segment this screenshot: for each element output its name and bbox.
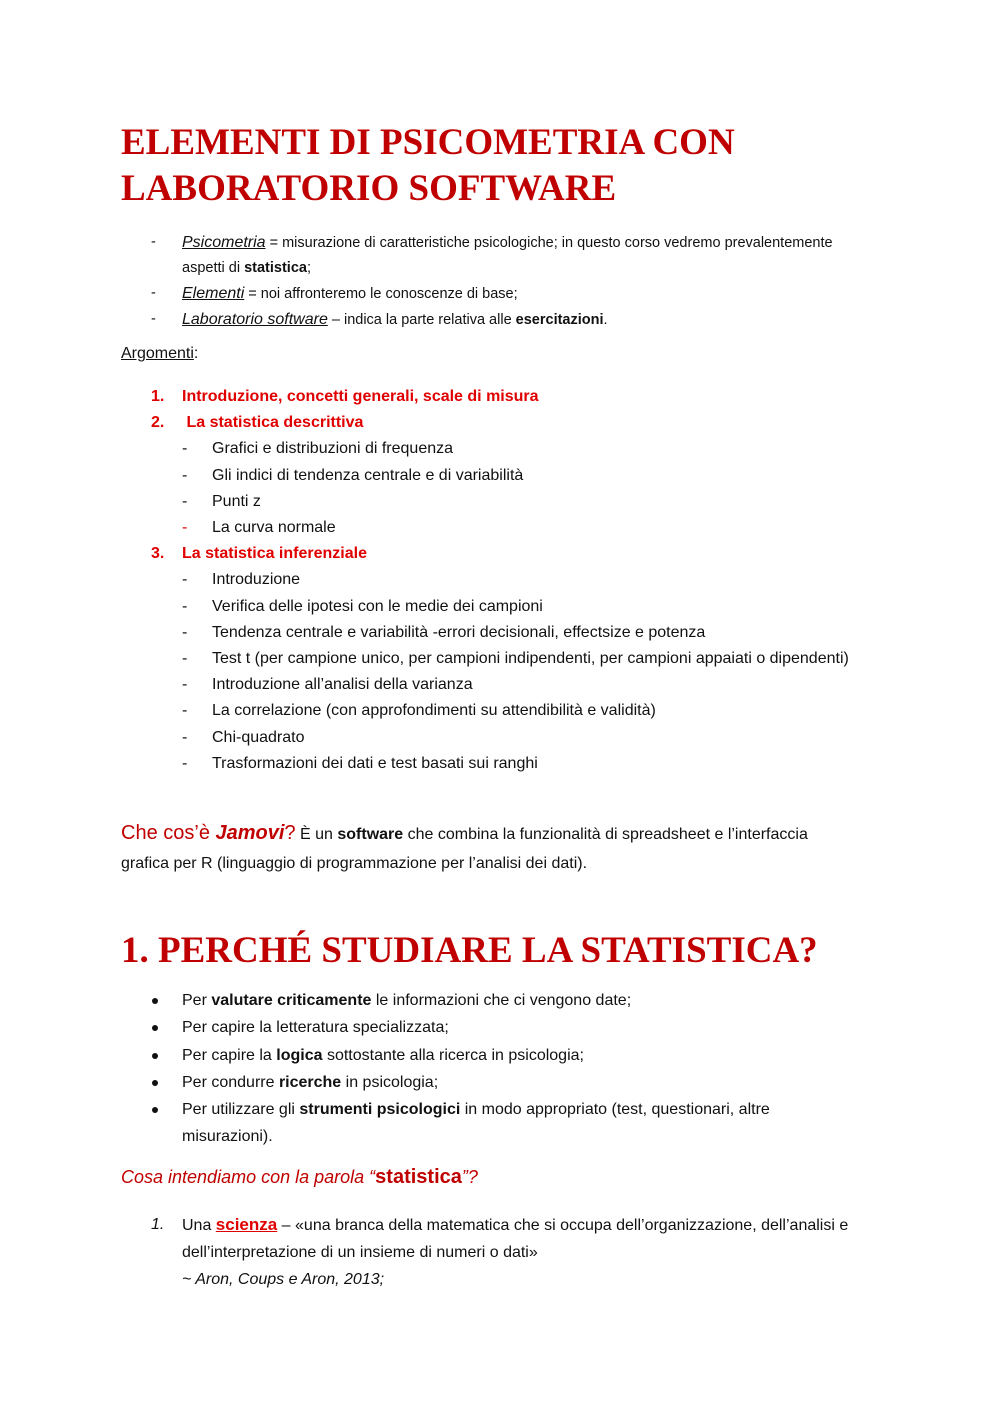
definition-text: Una (182, 1217, 216, 1234)
reason-bold: valutare criticamente (211, 992, 372, 1009)
intro-text: = misurazione di caratteristiche psicologiche; in questo corso vedremo prevalentemente aspetti di (182, 235, 833, 276)
topic-number: 1. (151, 388, 165, 405)
intro-text-end: ; (306, 260, 311, 276)
dash-marker: - (182, 728, 188, 746)
intro-term: Elementi (182, 285, 245, 302)
dash-marker: - (182, 650, 188, 668)
subtopic-text: Gli indici di tendenza centrale e di variabilità (212, 466, 524, 484)
document-title (121, 120, 861, 212)
subtopic-text: La correlazione (con approfondimenti su attendibilità e validità) (212, 702, 656, 720)
subheading-question (121, 1166, 478, 1189)
reason-text: Per utilizzare gli (182, 1101, 300, 1119)
intro-item (121, 230, 861, 281)
intro-text: = noi affronteremo le conoscenze di base; (244, 286, 518, 302)
argomenti-colon: : (193, 345, 199, 362)
reason-text-end: sottostante alla ricerca in psicologia; (322, 1046, 584, 1064)
reason-text-end: in modo appropriato (test, questionari, altre misurazioni). (182, 1101, 770, 1146)
subtopic-item (121, 698, 861, 724)
jamovi-bold: software (337, 826, 404, 843)
subheading-keyword: statistica (375, 1166, 462, 1188)
subtopic-item (121, 567, 861, 593)
topics-list (121, 384, 861, 777)
dash-marker: - (182, 754, 188, 772)
dash-marker: - (182, 676, 188, 694)
topic-title: La statistica inferenziale (182, 545, 367, 563)
subheading-text-end: ”? (461, 1167, 478, 1187)
reason-text-end: le informazioni che ci vengono date; (371, 992, 632, 1009)
intro-bold: statistica (244, 260, 307, 276)
subheading-text: Cosa intendiamo con la parola “ (121, 1167, 376, 1187)
subtopic-text: Punti z (212, 492, 261, 510)
argomenti-label (121, 345, 198, 363)
subtopic-item (121, 515, 861, 541)
reason-text: Per capire la (182, 1046, 277, 1064)
bullet-dot (152, 1025, 158, 1031)
argomenti-text: Argomenti (121, 345, 194, 362)
bullet-dot (152, 998, 158, 1004)
reason-item (121, 987, 861, 1014)
subtopic-item (121, 672, 861, 698)
definition-citation: ~ Aron, Coups e Aron, 2013; (182, 1271, 385, 1288)
dash-marker: - (151, 311, 156, 327)
dash-marker: - (182, 519, 188, 537)
reason-item (121, 1069, 861, 1096)
bullet-dot (152, 1107, 158, 1113)
dash-marker: - (182, 466, 188, 484)
subtopic-item (121, 751, 861, 777)
intro-item (121, 281, 861, 307)
topic-number: 2. (151, 414, 165, 432)
dash-marker: - (151, 285, 156, 301)
reason-text: Per condurre (182, 1073, 279, 1091)
topic-title: La statistica descrittiva (182, 414, 364, 432)
topic-title: Introduzione, concetti generali, scale di misura (182, 388, 539, 405)
subtopic-text: Chi-quadrato (212, 728, 305, 746)
subtopic-text: Verifica delle ipotesi con le medie dei campioni (212, 597, 543, 615)
dash-marker: - (182, 623, 188, 641)
dash-marker: - (182, 492, 188, 510)
definition-keyword: scienza (215, 1215, 278, 1234)
intro-term: Psicometria (182, 234, 266, 251)
intro-text: – indica la parte relativa alle (327, 312, 516, 328)
dash-marker: - (182, 702, 188, 720)
subtopic-text: Introduzione (212, 571, 301, 589)
subtopic-item (121, 620, 861, 646)
intro-item (121, 307, 861, 333)
reason-bold: logica (276, 1046, 323, 1064)
reason-item (121, 1042, 861, 1069)
dash-marker: - (151, 234, 156, 250)
bullet-dot (152, 1053, 158, 1059)
title-line-1: ELEMENTI DI PSICOMETRIA CON (121, 122, 735, 163)
section-title: 1. PERCHÉ STUDIARE LA STATISTICA? (121, 930, 818, 971)
jamovi-question-text: Che cos’è (121, 822, 216, 844)
topic-heading (121, 541, 861, 567)
jamovi-question (121, 822, 296, 844)
subtopic-text: Test t (per campione unico, per campioni indipendenti, per campioni appaiati o dipendenti) (212, 650, 849, 668)
topic-heading (121, 410, 861, 436)
reasons-list (121, 987, 861, 1151)
definition-quote: – «una branca della matematica che si occupa dell’organizzazione, dell’analisi e dell’interpretazione di un insieme di numeri o dati» (182, 1217, 849, 1261)
intro-bold: esercitazioni (515, 312, 604, 328)
reason-item (121, 1014, 861, 1041)
intro-text-end: . (603, 312, 608, 328)
intro-term: Laboratorio software (182, 311, 328, 328)
jamovi-name: Jamovi (215, 822, 285, 844)
subtopic-text: Grafici e distribuzioni di frequenza (212, 440, 454, 458)
subtopic-item (121, 463, 861, 489)
jamovi-question-mark: ? (284, 822, 296, 844)
reason-text: Per capire la letteratura specializzata; (182, 1019, 449, 1037)
dash-marker: - (182, 597, 188, 615)
reason-bold: ricerche (278, 1073, 342, 1091)
subtopic-item (121, 436, 861, 462)
subtopic-text: Trasformazioni dei dati e test basati sui ranghi (212, 754, 538, 772)
dash-marker: - (182, 571, 188, 589)
jamovi-text-end: che combina la funzionalità di spreadsheet e l’interfaccia grafica per R (linguaggio di programmazione per l’analisi dei dati). (121, 826, 808, 872)
definition-number: 1. (151, 1216, 165, 1233)
reason-text-end: in psicologia; (341, 1073, 439, 1091)
reason-text: Per (182, 992, 212, 1009)
jamovi-paragraph (121, 819, 821, 878)
reason-item (121, 1096, 861, 1151)
subtopic-item (121, 646, 861, 672)
subtopic-text: Introduzione all’analisi della varianza (212, 676, 473, 694)
definition-item (121, 1211, 861, 1293)
reason-bold: strumenti psicologici (299, 1101, 461, 1119)
bullet-dot (152, 1080, 158, 1086)
subtopic-item (121, 725, 861, 751)
topic-heading (121, 384, 861, 410)
subtopic-item (121, 489, 861, 515)
intro-list (121, 230, 861, 333)
topic-number: 3. (151, 545, 165, 563)
title-line-2: LABORATORIO SOFTWARE (121, 168, 617, 209)
subtopic-text: La curva normale (212, 519, 336, 537)
jamovi-text: È un (295, 826, 338, 843)
dash-marker: - (182, 440, 188, 458)
subtopic-item (121, 594, 861, 620)
definition-list (121, 1211, 861, 1293)
subtopic-text: Tendenza centrale e variabilità -errori decisionali, effectsize e potenza (212, 623, 706, 641)
